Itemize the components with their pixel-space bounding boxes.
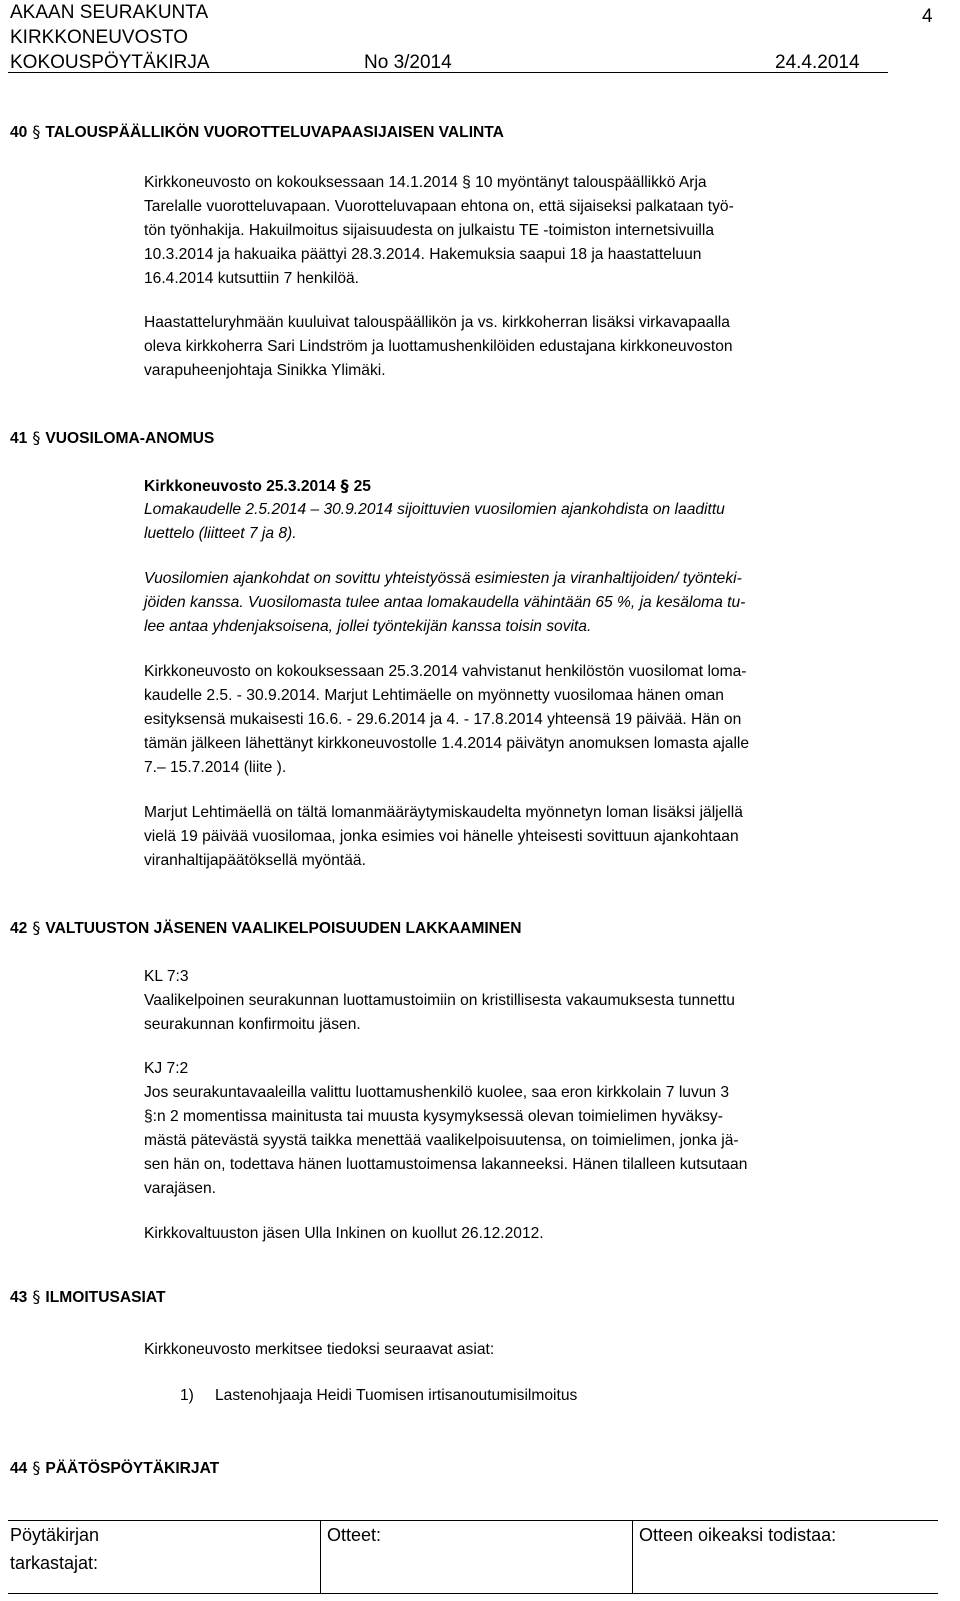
section-43-title: [10, 1287, 165, 1307]
s41-p3-line: esityksensä mukaisesti 16.6. - 29.6.2014 ja 4. - 17.8.2014 yhteensä 19 päivää. Hän on: [144, 711, 742, 728]
section-42-number: 42: [10, 920, 28, 937]
list-item: Lastenohjaaja Heidi Tuomisen irtisanoutumisilmoitus: [215, 1387, 578, 1404]
s40-p1-line: Kirkkoneuvosto on kokouksessaan 14.1.2014 § 10 myöntänyt talouspäällikkö Arja: [144, 174, 707, 191]
s40-p1-line: tön työnhakija. Hakuilmoitus sijaisuudesta on julkaistu TE -toimiston internetsivuilla: [144, 222, 715, 239]
s41-reference-number: 25: [353, 478, 371, 495]
s42-note: Kirkkovaltuuston jäsen Ulla Inkinen on kuollut 26.12.2012.: [144, 1225, 544, 1242]
footer-certify: Otteen oikeaksi todistaa:: [632, 1521, 938, 1593]
kl-reference: KL 7:3: [144, 968, 189, 985]
s41-italic-line: jöiden kanssa. Vuosilomasta tulee antaa lomakaudella vähintään 65 %, ja kesäloma tu-: [144, 594, 746, 611]
list-item-number: 1): [180, 1387, 194, 1404]
s41-italic-line: Vuosilomien ajankohdat on sovittu yhteistyössä esimiesten ja viranhaltijoiden/ työnteki-: [144, 570, 742, 587]
s43-intro: Kirkkoneuvosto merkitsee tiedoksi seuraavat asiat:: [144, 1341, 495, 1358]
section-41-heading: VUOSILOMA-ANOMUS: [45, 430, 215, 447]
section-sign-icon: §: [32, 428, 41, 447]
s41-p4-line: vielä 19 päivää vuosilomaa, jonka esimies voi hänelle yhteisesti sovittuun ajankohtaan: [144, 828, 739, 845]
document-date: 24.4.2014: [775, 52, 860, 73]
s40-p2-line: varapuheenjohtaja Sinikka Ylimäki.: [144, 362, 386, 379]
kj-text-line: varajäsen.: [144, 1180, 216, 1197]
section-42-title: [10, 918, 522, 938]
kj-text-line: mästä pätevästä syystä taikka menettää vaalikelpoisuutensa, on toimielimen, jonka jä-: [144, 1132, 739, 1149]
s41-p3-line: tämän jälkeen lähettänyt kirkkoneuvostolle 1.4.2014 päivätyn anomuksen lomasta ajalle: [144, 735, 750, 752]
footer-table: [8, 1520, 938, 1594]
footer-extracts: Otteet:: [320, 1521, 640, 1593]
header-rule: [8, 72, 888, 73]
s41-p4-line: viranhaltijapäätöksellä myöntää.: [144, 852, 366, 869]
section-sign-icon: §: [340, 476, 349, 495]
section-41-title: [10, 428, 214, 448]
section-44-heading: PÄÄTÖSPÖYTÄKIRJAT: [45, 1460, 220, 1477]
section-40-title: [10, 122, 504, 142]
kl-text-line: seurakunnan konfirmoitu jäsen.: [144, 1016, 361, 1033]
section-44-number: 44: [10, 1460, 28, 1477]
s41-p3-line: Kirkkoneuvosto on kokouksessaan 25.3.2014 vahvistanut henkilöstön vuosilomat loma-: [144, 663, 747, 680]
s40-p2-line: oleva kirkkoherra Sari Lindström ja luottamushenkilöiden edustajana kirkkoneuvoston: [144, 338, 733, 355]
document-number: No 3/2014: [364, 52, 452, 73]
section-40-number: 40: [10, 124, 28, 141]
org-name: AKAAN SEURAKUNTA: [10, 2, 209, 23]
footer-checkers: Pöytäkirjan tarkastajat:: [10, 1525, 100, 1573]
s41-italic-line: luettelo (liitteet 7 ja 8).: [144, 525, 297, 542]
page-number: 4: [922, 6, 933, 27]
section-44-title: [10, 1458, 219, 1478]
s41-p3-line: kaudelle 2.5. - 30.9.2014. Marjut Lehtimäelle on myönnetty vuosilomaa hänen oman: [144, 687, 724, 704]
s41-reference-body: Kirkkoneuvosto 25.3.2014: [144, 478, 336, 495]
s41-p3-line: 7.– 15.7.2014 (liite ).: [144, 759, 287, 776]
s41-italic-line: lee antaa yhdenjaksoisena, jollei työntekijän kanssa toisin sovita.: [144, 618, 592, 635]
section-sign-icon: §: [32, 918, 41, 937]
kj-text-line: Jos seurakuntavaaleilla valittu luottamushenkilö kuolee, saa eron kirkkolain 7 luvun 3: [144, 1084, 730, 1101]
section-40-heading: TALOUSPÄÄLLIKÖN VUOROTTELUVAPAASIJAISEN VALINTA: [45, 124, 504, 141]
kj-reference: KJ 7:2: [144, 1060, 189, 1077]
s41-p4-line: Marjut Lehtimäellä on tältä lomanmääräytymiskaudelta myönnetyn loman lisäksi jäljellä: [144, 804, 743, 821]
kj-text-line: sen hän on, todettava hänen luottamustoimensa lakanneeksi. Hänen tilalleen kutsutaan: [144, 1156, 748, 1173]
kj-text-line: §:n 2 momentissa mainitusta tai muusta kysymyksessä olevan toimielimen hyväksy-: [144, 1108, 723, 1125]
s40-p1-line: 10.3.2014 ja hakuaika päättyi 28.3.2014. Hakemuksia saapui 18 ja haastatteluun: [144, 246, 702, 263]
s40-p1-line: 16.4.2014 kutsuttiin 7 henkilöä.: [144, 270, 360, 287]
section-42-heading: VALTUUSTON JÄSENEN VAALIKELPOISUUDEN LAKKAAMINEN: [45, 920, 522, 937]
s41-reference: [144, 476, 371, 497]
s40-p2-line: Haastatteluryhmään kuuluivat talouspäällikön ja vs. kirkkoherran lisäksi virkavapaalla: [144, 314, 730, 331]
section-41-number: 41: [10, 430, 28, 447]
s40-p1-line: Tarelalle vuorotteluvapaan. Vuorotteluvapaan ehtona on, että sijaiseksi palkataan työ-: [144, 198, 734, 215]
section-43-number: 43: [10, 1289, 28, 1306]
section-sign-icon: §: [32, 122, 41, 141]
kl-text-line: Vaalikelpoinen seurakunnan luottamustoimiin on kristillisesta vakaumuksesta tunnettu: [144, 992, 735, 1009]
section-43-heading: ILMOITUSASIAT: [45, 1289, 166, 1306]
section-sign-icon: §: [32, 1287, 41, 1306]
body-name: KIRKKONEUVOSTO: [10, 27, 189, 48]
document-type: KOKOUSPÖYTÄKIRJA: [10, 52, 210, 73]
section-sign-icon: §: [32, 1458, 41, 1477]
s41-italic-line: Lomakaudelle 2.5.2014 – 30.9.2014 sijoittuvien vuosilomien ajankohdista on laadittu: [144, 501, 725, 518]
